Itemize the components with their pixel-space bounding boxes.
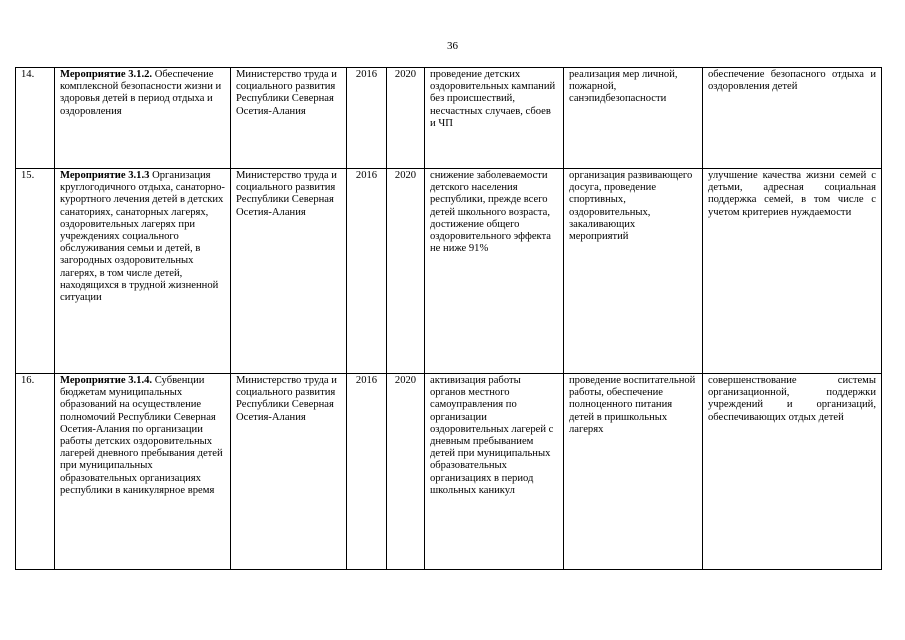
goal-cell: совершенствование системы организационной, поддержки учреждений и организаций, обеспечивающих отдых детей	[703, 374, 882, 570]
row-number: 14.	[16, 68, 55, 169]
end-year-cell: 2020	[387, 169, 425, 374]
table-row	[16, 169, 882, 374]
event-cell	[55, 374, 231, 570]
row-number: 16.	[16, 374, 55, 570]
end-year-cell: 2020	[387, 374, 425, 570]
measures-cell: проведение воспитательной работы, обеспечение полноценного питания детей в пришкольных лагерях	[564, 374, 703, 570]
measures-cell: реализация мер личной, пожарной, санэпидбезопасности	[564, 68, 703, 169]
executor-cell: Министерство труда и социального развития Республики Северная Осетия-Алания	[231, 374, 347, 570]
event-description: Субвенции бюджетам муниципальных образований на осуществление полномочий Республики Северная Осетия-Алания по организации работы детских оздоровительных лагерей дневного пребывания детей при муниципальных образовательных организациях республики в каникулярное время	[60, 375, 223, 496]
start-year-cell: 2016	[347, 68, 387, 169]
table-row	[16, 374, 882, 570]
goal-cell: улучшение качества жизни семей с детьми, адресная социальная поддержка семей, в том числе с учетом критериев нуждаемости	[703, 169, 882, 374]
page-number: 36	[447, 40, 458, 52]
event-cell	[55, 169, 231, 374]
table-row	[16, 68, 882, 169]
expected-result-cell: проведение детских оздоровительных кампаний без происшествий, несчастных случаев, сбоев и ЧП	[425, 68, 564, 169]
end-year-cell: 2020	[387, 68, 425, 169]
event-description: Организация круглогодичного отдыха, санаторно-курортного лечения детей в детских санаториях, санаторных лагерях, оздоровительных лагерях при учреждениях социального обслуживания семьи и детей, в загородных оздоровительных лагерях, в том числе детей, находящихся в трудной жизненной ситуации	[60, 170, 225, 304]
start-year-cell: 2016	[347, 169, 387, 374]
event-description: Обеспечение комплексной безопасности жизни и здоровья детей в период отдыха и оздоровления	[60, 69, 222, 117]
expected-result-cell: снижение заболеваемости детского населения республики, прежде всего детей школьного возраста, достижение общего оздоровительного эффекта не ниже 91%	[425, 169, 564, 374]
event-title: Мероприятие 3.1.2.	[60, 69, 153, 80]
program-measures-table	[15, 67, 882, 570]
executor-cell: Министерство труда и социального развития Республики Северная Осетия-Алания	[231, 169, 347, 374]
event-cell	[55, 68, 231, 169]
measures-cell: организация развивающего досуга, проведение спортивных, оздоровительных, закаливающих мероприятий	[564, 169, 703, 374]
expected-result-cell: активизация работы органов местного самоуправления по организации оздоровительных лагерей с дневным пребыванием детей при муниципальных образовательных организациях в период школьных каникул	[425, 374, 564, 570]
start-year-cell: 2016	[347, 374, 387, 570]
row-number: 15.	[16, 169, 55, 374]
event-title: Мероприятие 3.1.4.	[60, 375, 153, 386]
event-title: Мероприятие 3.1.3	[60, 170, 150, 181]
executor-cell: Министерство труда и социального развития Республики Северная Осетия-Алания	[231, 68, 347, 169]
goal-cell: обеспечение безопасного отдыха и оздоровления детей	[703, 68, 882, 169]
